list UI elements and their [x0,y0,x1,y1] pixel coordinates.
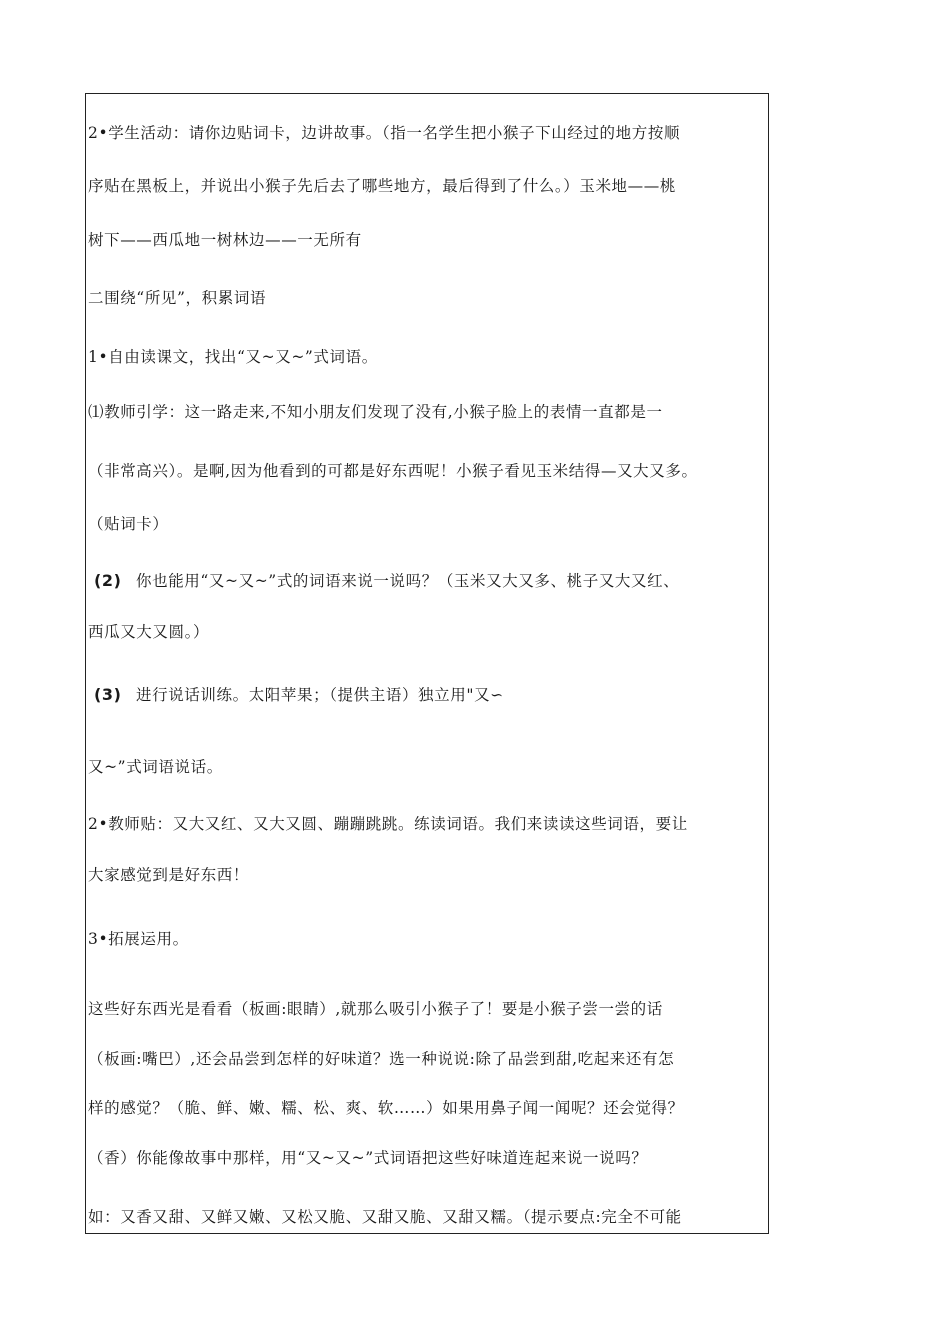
text-line: 进行说话训练。太阳苹果；（提供主语）独立用"又∽ [136,686,504,704]
text-line: 你也能用“又~又~”式的词语来说一说吗？（玉米又大又多、桃子又大又红、 [136,572,680,590]
item-number: (3) [94,685,122,704]
text-line: 1•自由读课文，找出“又~又~”式词语。 [88,348,378,366]
text-line: 如：又香又甜、又鲜又嫩、又松又脆、又甜又脆、又甜又糯。（提示要点:完全不可能 [88,1208,682,1226]
text-line: 3•拓展运用。 [88,930,189,948]
text-line: 2•学生活动：请你边贴词卡，边讲故事。（指一名学生把小猴子下山经过的地方按顺 [88,124,681,142]
text-line: （非常高兴）。是啊,因为他看到的可都是好东西呢！小猴子看见玉米结得—又大又多。 [88,462,698,480]
text-line: 又~”式词语说话。 [88,758,223,776]
text-line: ⑴教师引学：这一路走来,不知小朋友们发现了没有,小猴子脸上的表情一直都是一 [88,403,663,421]
text-line: 这些好东西光是看看（板画:眼睛）,就那么吸引小猴子了！要是小猴子尝一尝的话 [88,1000,663,1018]
text-line: （香）你能像故事中那样，用“又~又~”式词语把这些好味道连起来说一说吗？ [88,1149,648,1167]
text-line: 西瓜又大又圆。） [88,623,210,641]
item-number: (2) [94,571,122,590]
text-line: 树下——西瓜地一树林边——一无所有 [88,231,362,249]
text-line: 序贴在黑板上，并说出小猴子先后去了哪些地方，最后得到了什么。）玉米地——桃 [88,177,676,195]
text-line: （板画:嘴巴）,还会品尝到怎样的好味道？选一种说说:除了品尝到甜,吃起来还有怎 [88,1050,675,1068]
section-heading: 二围绕“所见”，积累词语 [88,289,267,307]
text-line: 大家感觉到是好东西！ [88,866,250,884]
text-line: 2•教师贴：又大又红、又大又圆、蹦蹦跳跳。练读词语。我们来读读这些词语，要让 [88,815,688,833]
text-line: 样的感觉？（脆、鲜、嫩、糯、松、爽、软……）如果用鼻子闻一闻呢？还会觉得？ [88,1099,684,1117]
text-line: （贴词卡） [88,515,169,533]
